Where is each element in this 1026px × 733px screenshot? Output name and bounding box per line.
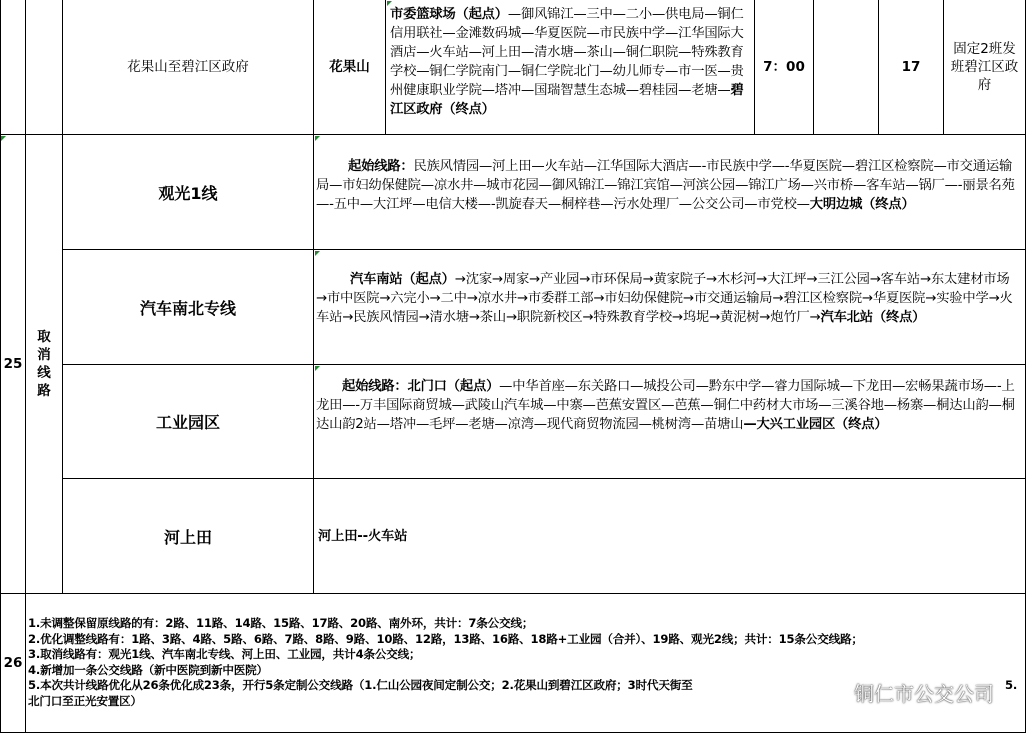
note-line: 1.未调整保留原线路的有：2路、11路、14路、15路、17路、20路、南外环，共计：7条公交线； — [28, 616, 534, 630]
cell-comment-marker — [315, 251, 320, 256]
route-end: 汽车北站（终点） — [820, 310, 926, 325]
route-name-cell — [63, 250, 314, 365]
route-end: 大明边城（终点） — [809, 197, 915, 212]
section-26-number — [0, 594, 26, 733]
cell-comment-marker — [315, 366, 320, 371]
note-line: 3.取消线路有：观光1线、汽车南北专线、河上田、工业园，共计4条公交线； — [28, 647, 421, 661]
route-path: →沈家→周家→产业园→市环保局→黄家院子→木杉河→大江坪→三江公园→客车站→东太建材市场→市中医院→六完小→二中→凉水井→市委群工部→市妇幼保健院→市交通运输局→碧江区检察院→华夏医院→实验中学→火车站→民族风情园→清水塘→茶山→职院新校区→特殊教育学校→坞坭→黄泥树→炮竹厂→ — [316, 272, 1013, 325]
section-25-category — [26, 135, 63, 594]
route-name: 观光1线 — [158, 183, 218, 203]
route-path: 民族风情园—河上田—火车站—江华国际大酒店—-市民族中学—-华夏医院—碧江区检察院—市交通运输局—市妇幼保健院—凉水井—城市花园—御风锦江—锦江宾馆—河滨公园—锦江广场—兴市桥—客车站—锅厂—-丽景名苑—-五中—大江坪—电信大楼—-凯旋春天—桐梓巷—污水处理厂—公交公司—市党校— — [316, 159, 1015, 212]
note-line: 2.优化调整线路有：1路、3路、4路、5路、6路、7路、8路、9路、10路、12路，13路、16路、18路+工业园（合并）、19路、观光2线；共计：15条公交线路； — [28, 631, 863, 646]
summary-notes — [26, 594, 1026, 733]
route-name-cell — [63, 135, 314, 250]
row-top-index — [0, 0, 26, 135]
section-25-number-text: 25 — [3, 356, 23, 372]
route-path-cell — [314, 479, 1026, 594]
route-start-label: 汽车南站（起点） — [350, 272, 455, 287]
route-path-cell — [314, 365, 1026, 479]
cell-comment-marker — [387, 1, 392, 6]
route-name: 汽车南北专线 — [139, 298, 236, 318]
watermark-text: 铜仁市公交公司 — [854, 682, 994, 706]
top-route-path — [386, 0, 755, 135]
row-top-category — [26, 0, 63, 135]
watermark — [824, 678, 994, 707]
route-name: 工业园区 — [155, 413, 220, 432]
wechat-icon — [824, 683, 848, 703]
top-empty-col — [814, 0, 879, 135]
section-26-number-text: 26 — [3, 655, 23, 671]
top-route-name — [63, 0, 314, 135]
top-count-text: 17 — [901, 59, 921, 75]
top-route-name-text: 花果山至碧江区政府 — [127, 59, 249, 75]
route-path: 河上田--火车站 — [318, 528, 408, 544]
note-line-5-tail: 5. — [1005, 678, 1018, 692]
route-start-label: 起始线路：北门口（起点） — [342, 379, 500, 394]
top-departure-time — [755, 0, 814, 135]
top-start-stop — [314, 0, 386, 135]
cell-comment-marker — [1, 136, 6, 141]
route-path: —中华首座—东关路口—城投公司—黔东中学—睿力国际城—下龙田—宏畅果蔬市场—-上龙田—-万丰国际商贸城—武陵山汽车城—中寨—芭蕉安置区—芭蕉—铜仁中药材大市场—三溪谷地—杨寨—桐达山韵—桐达山韵2站—塔冲—毛坪—老塘—凉湾—现代商贸物流园—桃树湾—苗塘山 — [316, 379, 1015, 432]
note-line: 北门口至正光安置区） — [28, 693, 142, 708]
top-departure-time-text: 7：00 — [763, 59, 805, 75]
route-end: —大兴工业园区（终点） — [743, 417, 888, 432]
route-name-cell — [63, 365, 314, 479]
top-path-middle: —御风锦江—三中—二小—供电局—铜仁信用联社—金滩数码城—华夏医院—市民族中学—江华国际大酒店—火车站—河上田—清水塘—茶山—铜仁职院—特殊教育学校—铜仁学院南门—铜仁学院北门—幼儿师专—市一医—贵州健康职业学院—塔冲—国瑞智慧生态城—碧桂园—老塘— — [390, 7, 744, 98]
top-path-start: 市委篮球场（起点） — [390, 7, 508, 22]
route-name-cell — [63, 479, 314, 594]
route-path-cell — [314, 250, 1026, 365]
top-path-end: 碧江区政府（终点） — [390, 83, 744, 117]
top-count — [879, 0, 944, 135]
note-line: 4.新增加一条公交线路（新中医院到新中医院） — [28, 662, 268, 677]
cell-comment-marker — [315, 136, 320, 141]
note-line-5: 5.本次共计线路优化从26条优化成23条，开行5条定制公交线路（1.仁山公园夜间定制公交；2.花果山到碧江区政府；3时代天街至 — [28, 678, 693, 692]
route-name: 河上田 — [163, 527, 212, 547]
route-path-cell — [314, 135, 1026, 250]
section-25-category-text: 取消线路 — [37, 329, 51, 399]
top-note-text: 固定2班发班碧江区政府 — [950, 41, 1019, 93]
top-note — [944, 0, 1026, 135]
route-start-label: 起始线路： — [348, 159, 414, 174]
section-25-number — [0, 135, 26, 594]
top-start-stop-text: 花果山 — [329, 59, 370, 75]
